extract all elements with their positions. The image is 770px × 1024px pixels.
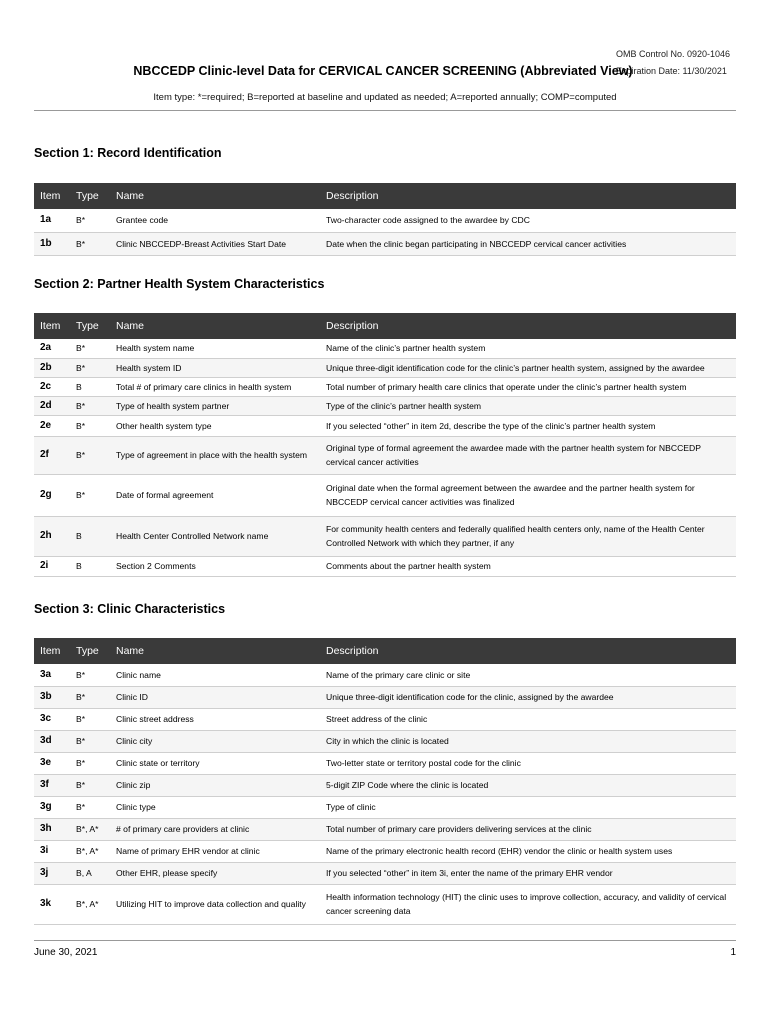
item-code: 3k [34,884,70,924]
column-header-type: Type [70,638,110,664]
item-name: Health system ID [110,358,320,377]
item-name: Date of formal agreement [110,474,320,516]
item-name: Health system name [110,339,320,358]
item-description: Type of clinic [320,796,736,818]
column-header-name: Name [110,313,320,339]
item-description: Name of the clinic’s partner health system [320,339,736,358]
item-description: Comments about the partner health system [320,556,736,576]
table-header-row [34,183,736,209]
table-row [34,358,736,377]
item-description: Two-character code assigned to the awardee by CDC [320,209,736,232]
header-divider [34,110,736,111]
column-header-type: Type [70,313,110,339]
item-description: Total number of primary health care clinics that operate under the clinic’s partner health system [320,377,736,396]
column-header-name: Name [110,183,320,209]
item-description: Unique three-digit identification code for the clinic, assigned by the awardee [320,686,736,708]
item-type: B* [70,708,110,730]
column-header-description: Description [320,638,736,664]
item-name: Clinic street address [110,708,320,730]
item-type: B* [70,686,110,708]
table-row [34,516,736,556]
table-row [34,436,736,474]
item-type: B* [70,339,110,358]
item-name: # of primary care providers at clinic [110,818,320,840]
section-2-table [34,313,736,577]
item-code: 3j [34,862,70,884]
item-description: Type of the clinic’s partner health system [320,396,736,415]
item-code: 2h [34,516,70,556]
item-description: For community health centers and federally qualified health centers only, name of the Health Center Controlled Network with which they partner, if any [320,516,736,556]
item-type: B [70,516,110,556]
item-type: B*, A* [70,818,110,840]
table-row [34,664,736,686]
item-description: Name of the primary electronic health record (EHR) vendor the clinic or health system uses [320,840,736,862]
item-type: B, A [70,862,110,884]
table-row [34,752,736,774]
item-description: Health information technology (HIT) the clinic uses to improve collection, accuracy, and validity of cervical cancer screening data [320,884,736,924]
section-1-title: Section 1: Record Identification [34,146,222,160]
item-description: Date when the clinic began participating in NBCCEDP cervical cancer activities [320,232,736,255]
item-code: 1a [34,209,70,232]
item-code: 2e [34,415,70,436]
table-row [34,474,736,516]
expiration-date: Expiration Date: 11/30/2021 [616,66,727,76]
item-name: Clinic city [110,730,320,752]
table-row [34,339,736,358]
item-description: Original type of formal agreement the awardee made with the partner health system for NBCCEDP cervical cancer activities [320,436,736,474]
item-code: 2i [34,556,70,576]
footer-divider [34,940,736,941]
omb-control-number: OMB Control No. 0920-1046 [616,49,731,59]
item-type: B* [70,209,110,232]
item-description: 5-digit ZIP Code where the clinic is located [320,774,736,796]
item-name: Section 2 Comments [110,556,320,576]
column-header-item: Item [34,183,70,209]
table-row [34,840,736,862]
item-description: Two-letter state or territory postal code for the clinic [320,752,736,774]
column-header-description: Description [320,313,736,339]
item-name: Name of primary EHR vendor at clinic [110,840,320,862]
section-3-title: Section 3: Clinic Characteristics [34,602,226,616]
table-row [34,396,736,415]
item-type: B* [70,796,110,818]
item-type: B* [70,358,110,377]
item-type: B [70,377,110,396]
item-code: 3c [34,708,70,730]
item-code: 2a [34,339,70,358]
item-type: B* [70,436,110,474]
column-header-item: Item [34,638,70,664]
item-name: Utilizing HIT to improve data collection and quality [110,884,320,924]
page-number: 1 [730,947,736,958]
item-type: B* [70,474,110,516]
item-name: Type of health system partner [110,396,320,415]
item-name: Clinic type [110,796,320,818]
item-type: B* [70,396,110,415]
item-type: B* [70,415,110,436]
item-code: 3e [34,752,70,774]
table-row [34,415,736,436]
item-name: Clinic zip [110,774,320,796]
section-2-title: Section 2: Partner Health System Characteristics [34,277,325,291]
table-row [34,730,736,752]
item-code: 3d [34,730,70,752]
section-3-table [34,638,736,925]
item-type: B*, A* [70,840,110,862]
item-type: B [70,556,110,576]
table-row [34,796,736,818]
item-type: B* [70,232,110,255]
section-1-table [34,183,736,256]
table-row [34,556,736,576]
item-type: B* [70,664,110,686]
item-name: Type of agreement in place with the health system [110,436,320,474]
item-type-legend: Item type: *=required; B=reported at baseline and updated as needed; A=reported annually; COMP=computed [153,92,617,103]
table-header-row [34,313,736,339]
item-name: Clinic ID [110,686,320,708]
item-code: 2c [34,377,70,396]
item-code: 3b [34,686,70,708]
footer-date: June 30, 2021 [34,947,98,958]
item-type: B*, A* [70,884,110,924]
table-row [34,232,736,255]
table-row [34,708,736,730]
item-code: 3h [34,818,70,840]
column-header-name: Name [110,638,320,664]
item-code: 3a [34,664,70,686]
item-code: 1b [34,232,70,255]
item-code: 3g [34,796,70,818]
item-name: Other EHR, please specify [110,862,320,884]
item-description: If you selected “other” in item 2d, describe the type of the clinic’s partner health system [320,415,736,436]
table-header-row [34,638,736,664]
item-description: Street address of the clinic [320,708,736,730]
item-type: B* [70,774,110,796]
item-name: Total # of primary care clinics in health system [110,377,320,396]
item-type: B* [70,752,110,774]
table-row [34,209,736,232]
item-name: Grantee code [110,209,320,232]
item-code: 2b [34,358,70,377]
item-type: B* [70,730,110,752]
table-row [34,818,736,840]
document-title-text: NBCCEDP Clinic-level Data for CERVICAL CANCER SCREENING (Abbreviated View) [133,64,633,78]
item-description: If you selected “other” in item 3i, enter the name of the primary EHR vendor [320,862,736,884]
column-header-type: Type [70,183,110,209]
item-code: 2g [34,474,70,516]
item-description: Unique three-digit identification code for the clinic’s partner health system, assigned by the awardee [320,358,736,377]
table-row [34,774,736,796]
item-name: Clinic state or territory [110,752,320,774]
item-description: Original date when the formal agreement between the awardee and the partner health system for NBCCEDP cervical cancer activities was finalized [320,474,736,516]
table-row [34,884,736,924]
table-row [34,377,736,396]
table-row [34,862,736,884]
item-code: 3i [34,840,70,862]
item-code: 3f [34,774,70,796]
item-name: Health Center Controlled Network name [110,516,320,556]
item-name: Clinic name [110,664,320,686]
item-description: Name of the primary care clinic or site [320,664,736,686]
item-code: 2f [34,436,70,474]
item-description: City in which the clinic is located [320,730,736,752]
document-title [0,64,770,78]
item-name: Other health system type [110,415,320,436]
item-name: Clinic NBCCEDP-Breast Activities Start Date [110,232,320,255]
column-header-description: Description [320,183,736,209]
column-header-item: Item [34,313,70,339]
item-description: Total number of primary care providers delivering services at the clinic [320,818,736,840]
table-row [34,686,736,708]
item-code: 2d [34,396,70,415]
